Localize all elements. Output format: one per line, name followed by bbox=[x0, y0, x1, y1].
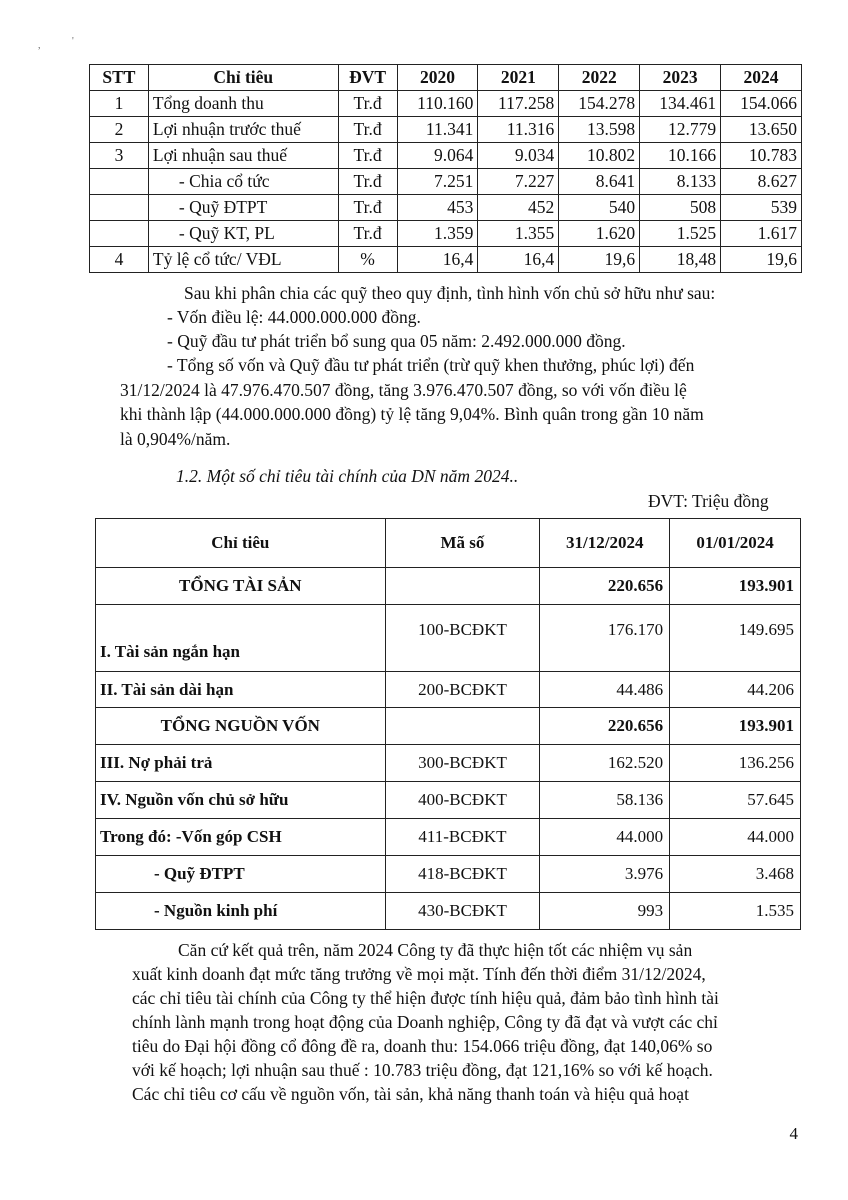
row-label: I. Tài sản ngắn hạn bbox=[96, 605, 386, 672]
row-number bbox=[90, 169, 149, 195]
row-number: 3 bbox=[90, 143, 149, 169]
row-label: - Quỹ ĐTPT bbox=[96, 856, 386, 893]
row-unit: Tr.đ bbox=[338, 143, 397, 169]
results-table bbox=[89, 64, 802, 273]
cell-value: 452 bbox=[478, 195, 559, 221]
row-unit: % bbox=[338, 247, 397, 273]
row-label: TỔNG NGUỒN VỐN bbox=[96, 708, 386, 745]
header-year: 2024 bbox=[721, 65, 802, 91]
header-year: 2023 bbox=[640, 65, 721, 91]
row-number: 1 bbox=[90, 91, 149, 117]
cell-value: 154.278 bbox=[559, 91, 640, 117]
cell-value: 3.468 bbox=[670, 856, 801, 893]
table-row bbox=[90, 91, 802, 117]
table-row bbox=[90, 247, 802, 273]
cell-value: 11.341 bbox=[397, 117, 478, 143]
cell-value: 10.783 bbox=[721, 143, 802, 169]
cell-value: 539 bbox=[721, 195, 802, 221]
cell-value: 18,48 bbox=[640, 247, 721, 273]
row-label: - Chia cổ tức bbox=[148, 169, 338, 195]
paragraph-total-line: - Tổng số vốn và Quỹ đầu tư phát triển (trừ quỹ khen thưởng, phúc lợi) đến bbox=[167, 355, 695, 375]
cell-value: 193.901 bbox=[670, 708, 801, 745]
cell-value: 149.695 bbox=[670, 605, 801, 672]
cell-value: 117.258 bbox=[478, 91, 559, 117]
cell-value: 13.650 bbox=[721, 117, 802, 143]
cell-value: 9.064 bbox=[397, 143, 478, 169]
conclusion-line: Căn cứ kết quả trên, năm 2024 Công ty đã thực hiện tốt các nhiệm vụ sản bbox=[178, 940, 693, 960]
cell-value: 193.901 bbox=[670, 568, 801, 605]
row-label: Lợi nhuận trước thuế bbox=[148, 117, 338, 143]
paragraph-total-line: khi thành lập (44.000.000.000 đồng) tỷ lệ tăng 9,04%. Bình quân trong gần 10 năm bbox=[120, 404, 704, 424]
row-label: - Quỹ ĐTPT bbox=[148, 195, 338, 221]
header-date: 01/01/2024 bbox=[670, 519, 801, 568]
table-row bbox=[90, 169, 802, 195]
cell-value: 19,6 bbox=[721, 247, 802, 273]
row-code: 300-BCĐKT bbox=[385, 745, 540, 782]
cell-value: 10.166 bbox=[640, 143, 721, 169]
cell-value: 176.170 bbox=[540, 605, 670, 672]
cell-value: 993 bbox=[540, 893, 670, 930]
cell-value: 220.656 bbox=[540, 708, 670, 745]
row-code: 411-BCĐKT bbox=[385, 819, 540, 856]
cell-value: 7.227 bbox=[478, 169, 559, 195]
row-code: 418-BCĐKT bbox=[385, 856, 540, 893]
cell-value: 220.656 bbox=[540, 568, 670, 605]
cell-value: 540 bbox=[559, 195, 640, 221]
cell-value: 3.976 bbox=[540, 856, 670, 893]
conclusion-line: Các chỉ tiêu cơ cấu về nguồn vốn, tài sản, khả năng thanh toán và hiệu quả hoạt bbox=[132, 1084, 689, 1104]
scan-mark: , bbox=[38, 40, 41, 51]
row-unit: Tr.đ bbox=[338, 117, 397, 143]
cell-value: 13.598 bbox=[559, 117, 640, 143]
table-row bbox=[96, 893, 801, 930]
row-unit: Tr.đ bbox=[338, 221, 397, 247]
paragraph-intro: Sau khi phân chia các quỹ theo quy định, tình hình vốn chủ sở hữu như sau: bbox=[184, 283, 716, 303]
row-label: Lợi nhuận sau thuế bbox=[148, 143, 338, 169]
unit-note: ĐVT: Triệu đồng bbox=[648, 491, 769, 511]
header-indicator: Chỉ tiêu bbox=[96, 519, 386, 568]
cell-value: 1.525 bbox=[640, 221, 721, 247]
cell-value: 12.779 bbox=[640, 117, 721, 143]
cell-value: 8.627 bbox=[721, 169, 802, 195]
row-unit: Tr.đ bbox=[338, 169, 397, 195]
cell-value: 154.066 bbox=[721, 91, 802, 117]
row-code: 100-BCĐKT bbox=[385, 605, 540, 672]
cell-value: 19,6 bbox=[559, 247, 640, 273]
row-unit: Tr.đ bbox=[338, 91, 397, 117]
scan-mark: ' bbox=[72, 36, 74, 47]
header-indicator: Chỉ tiêu bbox=[148, 65, 338, 91]
table-row bbox=[96, 745, 801, 782]
cell-value: 57.645 bbox=[670, 782, 801, 819]
row-code: 200-BCĐKT bbox=[385, 672, 540, 708]
table-row bbox=[96, 605, 801, 672]
paragraph-charter-capital: - Vốn điều lệ: 44.000.000.000 đồng. bbox=[167, 307, 421, 327]
row-label: - Quỹ KT, PL bbox=[148, 221, 338, 247]
cell-value: 16,4 bbox=[397, 247, 478, 273]
cell-value: 162.520 bbox=[540, 745, 670, 782]
table-row bbox=[96, 819, 801, 856]
header-code: Mã số bbox=[385, 519, 540, 568]
paragraph-total-line: 31/12/2024 là 47.976.470.507 đồng, tăng 3.976.470.507 đồng, so với vốn điều lệ bbox=[120, 380, 687, 400]
cell-value: 1.617 bbox=[721, 221, 802, 247]
header-year: 2022 bbox=[559, 65, 640, 91]
conclusion-line: chính lành mạnh trong hoạt động của Doanh nghiệp, Công ty đã đạt và vượt các chỉ bbox=[132, 1012, 718, 1032]
table-row bbox=[90, 117, 802, 143]
section-heading: 1.2. Một số chỉ tiêu tài chính của DN năm 2024.. bbox=[176, 466, 519, 486]
cell-value: 10.802 bbox=[559, 143, 640, 169]
row-number bbox=[90, 195, 149, 221]
table-row bbox=[96, 856, 801, 893]
cell-value: 9.034 bbox=[478, 143, 559, 169]
cell-value: 44.486 bbox=[540, 672, 670, 708]
row-label: Trong đó: -Vốn góp CSH bbox=[96, 819, 386, 856]
cell-value: 11.316 bbox=[478, 117, 559, 143]
cell-value: 508 bbox=[640, 195, 721, 221]
row-label: III. Nợ phải trả bbox=[96, 745, 386, 782]
cell-value: 8.641 bbox=[559, 169, 640, 195]
table-row bbox=[96, 568, 801, 605]
row-label: TỔNG TÀI SẢN bbox=[96, 568, 386, 605]
page-number: 4 bbox=[789, 1124, 798, 1143]
cell-value: 134.461 bbox=[640, 91, 721, 117]
row-number: 4 bbox=[90, 247, 149, 273]
table-row bbox=[90, 143, 802, 169]
cell-value: 110.160 bbox=[397, 91, 478, 117]
header-unit: ĐVT bbox=[338, 65, 397, 91]
table-row bbox=[90, 195, 802, 221]
table-row bbox=[96, 782, 801, 819]
cell-value: 16,4 bbox=[478, 247, 559, 273]
cell-value: 1.535 bbox=[670, 893, 801, 930]
row-label: Tỷ lệ cổ tức/ VĐL bbox=[148, 247, 338, 273]
row-code: 430-BCĐKT bbox=[385, 893, 540, 930]
conclusion-line: tiêu do Đại hội đồng cổ đông đề ra, doanh thu: 154.066 triệu đồng, đạt 140,06% so bbox=[132, 1036, 713, 1056]
financial-indicators-table bbox=[95, 518, 801, 930]
row-label: II. Tài sản dài hạn bbox=[96, 672, 386, 708]
table-header-row bbox=[90, 65, 802, 91]
paragraph-total-line: là 0,904%/năm. bbox=[120, 429, 231, 449]
row-unit: Tr.đ bbox=[338, 195, 397, 221]
header-year: 2020 bbox=[397, 65, 478, 91]
row-label: IV. Nguồn vốn chủ sở hữu bbox=[96, 782, 386, 819]
cell-value: 58.136 bbox=[540, 782, 670, 819]
header-stt: STT bbox=[90, 65, 149, 91]
cell-value: 453 bbox=[397, 195, 478, 221]
row-code: 400-BCĐKT bbox=[385, 782, 540, 819]
table-row bbox=[90, 221, 802, 247]
cell-value: 1.359 bbox=[397, 221, 478, 247]
cell-value: 44.000 bbox=[540, 819, 670, 856]
table-row bbox=[96, 708, 801, 745]
row-code bbox=[385, 568, 540, 605]
cell-value: 136.256 bbox=[670, 745, 801, 782]
row-code bbox=[385, 708, 540, 745]
row-label: - Nguồn kinh phí bbox=[96, 893, 386, 930]
row-number bbox=[90, 221, 149, 247]
table-row bbox=[96, 672, 801, 708]
conclusion-line: các chỉ tiêu tài chính của Công ty thể hiện được tính hiệu quả, đảm bảo tình hình tài bbox=[132, 988, 719, 1008]
conclusion-line: xuất kinh doanh đạt mức tăng trưởng về mọi mặt. Tính đến thời điểm 31/12/2024, bbox=[132, 964, 706, 984]
row-number: 2 bbox=[90, 117, 149, 143]
conclusion-line: với kế hoạch; lợi nhuận sau thuế : 10.783 triệu đồng, đạt 121,16% so với kế hoạch. bbox=[132, 1060, 713, 1080]
header-year: 2021 bbox=[478, 65, 559, 91]
row-label: Tổng doanh thu bbox=[148, 91, 338, 117]
header-date: 31/12/2024 bbox=[540, 519, 670, 568]
cell-value: 1.620 bbox=[559, 221, 640, 247]
cell-value: 7.251 bbox=[397, 169, 478, 195]
cell-value: 1.355 bbox=[478, 221, 559, 247]
cell-value: 8.133 bbox=[640, 169, 721, 195]
table-header-row bbox=[96, 519, 801, 568]
paragraph-development-fund: - Quỹ đầu tư phát triển bổ sung qua 05 năm: 2.492.000.000 đồng. bbox=[167, 331, 626, 351]
cell-value: 44.000 bbox=[670, 819, 801, 856]
cell-value: 44.206 bbox=[670, 672, 801, 708]
